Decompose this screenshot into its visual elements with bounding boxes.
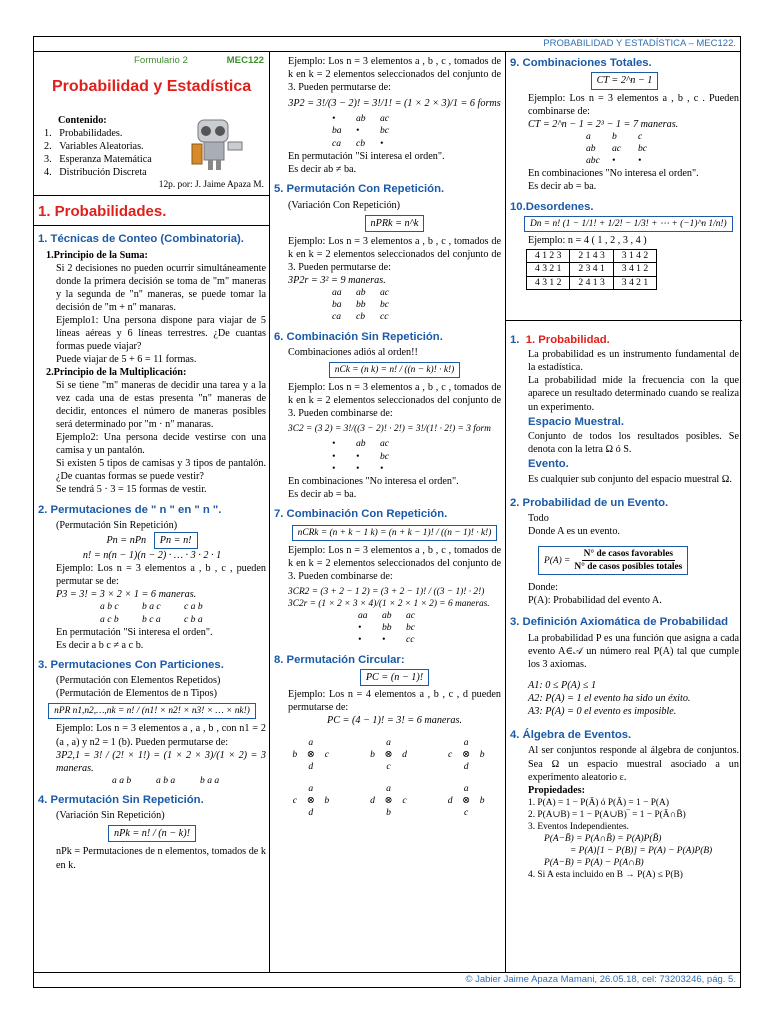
s7-formula-box: nCRk = (n + k − 1 k) = (n + k − 1)! / ((n − 1)! · k!) bbox=[292, 525, 498, 541]
s7-arrangements: aa ab ac • bb bc • • cc bbox=[358, 609, 416, 646]
s6-heading: 6. Combinación Sin Repetición. bbox=[274, 330, 443, 343]
p1-heading: 1. 1. Probabilidad. bbox=[510, 333, 610, 346]
table-row: 4 3 2 1 2 3 4 1 3 4 1 2 bbox=[527, 263, 657, 276]
circular-arrangement bbox=[350, 783, 428, 819]
circle-element: a bbox=[308, 783, 314, 795]
p2-heading: 2. Probabilidad de un Evento. bbox=[510, 496, 669, 509]
table-row: 4 1 2 3 2 1 4 3 3 1 4 2 bbox=[527, 250, 657, 263]
mult-label: 2.Principio de la Multiplicación: bbox=[46, 367, 187, 379]
circle-element: b bbox=[479, 795, 485, 807]
s6-subtitle: Combinaciones adiós al orden!! bbox=[288, 347, 418, 359]
s8-calc: PC = (4 − 1)! = 3! = 6 maneras. bbox=[326, 715, 463, 727]
property-1: 1. P(A) = 1 − P(Ā) ó P(Ā) = 1 − P(A) bbox=[528, 797, 669, 808]
column-2 bbox=[270, 52, 506, 972]
circular-arrangement bbox=[272, 737, 350, 773]
property-3c: P(A−B) = P(A) − P(A∩B) bbox=[544, 857, 644, 868]
s2-note: En permutación "Si interesa el orden". bbox=[56, 626, 213, 638]
p2-text1: Todo bbox=[528, 513, 549, 525]
circle-element: b bbox=[370, 749, 375, 761]
axiom-2: A2: P(A) = 1 el evento ha sido un éxito. bbox=[528, 692, 691, 704]
s9-calc: CT = 2^n − 1 = 2³ − 1 = 7 maneras. bbox=[528, 118, 679, 130]
circle-element: d bbox=[308, 761, 314, 773]
s4-example: Ejemplo: Los n = 3 elementos a , b , c , tomados de k en k = 2 elementos seleccionados del conjunto de 3. Pueden permutarse de: bbox=[288, 56, 501, 94]
circle-element: d bbox=[463, 761, 469, 773]
evento-heading: Evento. bbox=[528, 458, 569, 471]
example1: Ejemplo1: Una persona dispone para viajar de 5 líneas aéreas y 6 líneas terrestres. ¿De cuantas formas puede viajar? bbox=[56, 314, 266, 352]
s6-note: En combinaciones "No interesa el orden". bbox=[288, 476, 459, 488]
s9-note: En combinaciones "No interesa el orden". bbox=[528, 168, 699, 180]
course-code: MEC122 bbox=[226, 55, 264, 66]
s3-calc: 3P2,1 = 3! / (2! × 1!) = (1 × 2 × 3)/(1 × 2) = 3 maneras. bbox=[56, 749, 266, 774]
s9-arrangements: a b c ab ac bc abc • • bbox=[586, 130, 648, 167]
s6-formula-box: nCk = (n k) = n! / ((n − k)! · k!) bbox=[329, 362, 460, 378]
circular-arrangement bbox=[350, 737, 428, 773]
s3-formula-box: nPR n1,n2,…,nk = n! / (n1! × n2! × n3! × … × nk!) bbox=[48, 703, 256, 719]
p1-text1: La probabilidad es un instrumento fundamental de la estadística. bbox=[528, 349, 739, 374]
s1-heading: 1. Técnicas de Conteo (Combinatoria). bbox=[38, 233, 244, 246]
s4-calc: 3P2 = 3!/(3 − 2)! = 3!/1! = (1 × 2 × 3)/1 = 6 forms bbox=[288, 98, 501, 110]
circle-element: a bbox=[386, 737, 391, 749]
s5-formula-box: nPRk = n^k bbox=[365, 215, 425, 232]
circle-element: c bbox=[464, 807, 469, 819]
circle-element: a bbox=[308, 737, 314, 749]
property-3b: = P(A)[1 − P(B)] = P(A) − P(A)P(B) bbox=[570, 845, 713, 856]
s9-formula-box: CT = 2^n − 1 bbox=[591, 72, 659, 89]
p2-text2: Donde A es un evento. bbox=[528, 526, 620, 538]
s2-arrangements: a b c b a c c a b a c b b c a c b a bbox=[100, 601, 203, 625]
s2-factorial: n! = n(n − 1)(n − 2) · … · 3 · 2 · 1 bbox=[82, 550, 222, 562]
p3-heading: 3. Definición Axiomática de Probabilidad bbox=[510, 616, 729, 629]
circle-element: a bbox=[463, 783, 469, 795]
page-header: PROBABILIDAD Y ESTADÍSTICA – MEC122. bbox=[34, 37, 740, 52]
p1-text2: La probabilidad mide la frecuencia con la que aparece un resultado determinado cuando se realiza un experimento. bbox=[528, 375, 739, 413]
p2-donde: Donde: bbox=[528, 582, 558, 594]
doc-title: Probabilidad y Estadística bbox=[52, 78, 252, 96]
robot-illustration bbox=[184, 114, 248, 172]
p4-heading: 4. Álgebra de Eventos. bbox=[510, 729, 632, 742]
circle-element: b bbox=[292, 749, 298, 761]
s5-calc: 3P2r = 3² = 9 maneras. bbox=[288, 274, 386, 286]
circle-element: d bbox=[370, 795, 375, 807]
s2-subtitle: (Permutación Sin Repetición) bbox=[56, 519, 178, 531]
s8-example: Ejemplo: Los n = 4 elementos a , b , c , d pueden permutarse de: bbox=[288, 689, 501, 714]
s5-subtitle: (Variación Con Repetición) bbox=[288, 199, 401, 211]
section-1-heading: 1. Probabilidades. bbox=[38, 203, 167, 220]
espacio-muestral-text: Conjunto de todos los resultados posibles. Se denota con la letra Ω ó S. bbox=[528, 431, 739, 456]
circle-center-icon: ⊗ bbox=[384, 749, 393, 761]
s4-formula-box: nPk = n! / (n − k)! bbox=[108, 825, 196, 842]
circle-element: c bbox=[292, 795, 297, 807]
s3-example: Ejemplo: Los n = 3 elementos a , a , b , con n1 = 2 (a , a) y n2 = 1 (b). Pueden permutarse de: bbox=[56, 723, 266, 748]
s5-arrangements: aa ab ac ba bb bc ca cb cc bbox=[332, 286, 390, 323]
s10-formula-box: Dn = n! (1 − 1/1! + 1/2! − 1/3! + ⋯ + (−1)^n 1/n!) bbox=[524, 216, 733, 232]
s5-heading: 5. Permutación Con Repetición. bbox=[274, 183, 445, 196]
circular-arrangement bbox=[427, 783, 505, 819]
property-3: 3. Eventos Independientes. bbox=[528, 821, 630, 832]
s2-calc: P3 = 3! = 3 × 2 × 1 = 6 maneras. bbox=[56, 589, 197, 601]
circular-arrangement bbox=[272, 783, 350, 819]
author-line: 12p. por: J. Jaime Apaza M. bbox=[158, 179, 264, 190]
s6-calc: 3C2 = (3 2) = 3!/((3 − 2)! · 2!) = 3!/(1! · 2!) = 3 form bbox=[288, 424, 491, 435]
circle-element: d bbox=[308, 807, 314, 819]
circle-center-icon: ⊗ bbox=[462, 749, 471, 761]
circle-element: b bbox=[324, 795, 330, 807]
circle-element: c bbox=[324, 749, 329, 761]
circular-arrangement bbox=[427, 737, 505, 773]
s9-example: Ejemplo: Los n = 3 elementos a , b , c . Pueden combinarse de: bbox=[528, 92, 739, 117]
espacio-muestral-heading: Espacio Muestral. bbox=[528, 415, 625, 428]
evento-text: Es cualquier sub conjunto del espacio muestral Ω. bbox=[528, 473, 732, 485]
contents-label: Contenido: bbox=[58, 114, 107, 126]
p4-text: Al ser conjuntos responde al álgebra de conjuntos. Sea Ω un espacio muestral asociado a un experimento aleatorio ε. bbox=[528, 745, 739, 783]
property-3a: P(A−B̄) = P(A∩B̄) = P(A)P(B̄) bbox=[544, 833, 662, 844]
page-footer: © Jabier Jaime Apaza Mamani, 26.05.18, cel: 73203246, pág. 5. bbox=[34, 972, 740, 987]
circle-element: a bbox=[386, 783, 391, 795]
example2-answer: Se tendrá 5 · 3 = 15 formas de vestir. bbox=[56, 484, 207, 496]
property-2: 2. P(A∪B) = 1 − P(A∪B)‾ = 1 − P(Ā∩B̄) bbox=[528, 809, 686, 820]
circular-arrangements bbox=[272, 737, 505, 819]
s7-example: Ejemplo: Los n = 3 elementos a , b , c , tomados de k en k = 2 elementos seleccionados del conjunto de 3. Pueden combinarse de: bbox=[288, 544, 501, 582]
p2-formula-box: P(A) = N° de casos favorables N° de casos posibles totales bbox=[538, 546, 688, 575]
suma-label: 1.Principio de la Suma: bbox=[46, 249, 148, 261]
contents-list: 1. Probabilidades. 2. Variables Aleatorias. 3. Esperanza Matemática 4. Distribución Discreta bbox=[44, 127, 152, 178]
axiom-3: A3: P(A) = 0 el evento es imposible. bbox=[528, 705, 677, 717]
circle-center-icon: ⊗ bbox=[306, 749, 315, 761]
circle-center-icon: ⊗ bbox=[384, 795, 393, 807]
s7-calc2: 3C2r = (1 × 2 × 3 × 4)/(1 × 2 × 1 × 2) = 6 maneras. bbox=[288, 598, 490, 609]
table-row: 4 3 1 2 2 4 1 3 3 4 2 1 bbox=[527, 276, 657, 289]
s10-example: Ejemplo: n = 4 ( 1 , 2 , 3 , 4 ) bbox=[528, 235, 647, 247]
s9-heading: 9. Combinaciones Totales. bbox=[510, 57, 652, 69]
derangements-table bbox=[526, 249, 657, 290]
s2-example: Ejemplo: Los n = 3 elementos a , b , c , pueden permutar se de: bbox=[56, 563, 266, 588]
page-frame bbox=[33, 36, 741, 988]
s5-example: Ejemplo: Los n = 3 elementos a , b , c , tomados de k en k = 2 elementos seleccionados del conjunto de 3. Pueden permutarse de: bbox=[288, 235, 501, 273]
s6-arrangements: • ab ac • • bc • • • bbox=[332, 438, 390, 474]
p2-definition: P(A): Probabilidad del evento A. bbox=[528, 595, 662, 607]
s3-subtitle1: (Permutación con Elementos Repetidos) bbox=[56, 675, 221, 687]
suma-text: Si 2 decisiones no pueden ocurrir simultáneamente donde la primera decisión se toma de "m" maneras y la segunda de "n" maneras, se puede tomar la decisión de "m + n" manaras. bbox=[56, 262, 266, 313]
mult-text: Si se tiene "m" maneras de decidir una tarea y a la vez cada una de estas presenta "n" maneras de decidir, entonces el número de maneras posibles será determinado por "m · n" manaras. bbox=[56, 380, 266, 431]
axiom-1: A1: 0 ≤ P(A) ≤ 1 bbox=[528, 679, 597, 691]
s4-note2: Es decir ab ≠ ba. bbox=[288, 164, 357, 176]
s6-example: Ejemplo: Los n = 3 elementos a , b , c , tomados de k en k = 2 elementos seleccionados del conjunto de 3. Pueden combinarse de: bbox=[288, 382, 501, 420]
example1-answer: Puede viajar de 5 + 6 = 11 formas. bbox=[56, 354, 197, 366]
circle-element: c bbox=[386, 761, 391, 773]
s3-subtitle2: (Permutación de Elementos de n Tipos) bbox=[56, 688, 217, 700]
circle-element: d bbox=[402, 749, 407, 761]
s3-heading: 3. Permutaciones Con Particiones. bbox=[38, 658, 224, 671]
formulario-label: Formulario 2 bbox=[134, 55, 188, 66]
s3-arrangements: a a b a b a b a a bbox=[112, 774, 220, 786]
contents-block bbox=[38, 114, 266, 179]
s4-text: nPk = Permutaciones de n elementos, tomados de k en k. bbox=[56, 846, 266, 871]
s4-heading: 4. Permutación Sin Repetición. bbox=[38, 793, 204, 806]
circle-element: c bbox=[402, 795, 407, 807]
circle-center-icon: ⊗ bbox=[306, 795, 315, 807]
circle-element: d bbox=[447, 795, 453, 807]
s2-formulas: Pn = nPn Pn = n! bbox=[38, 532, 266, 549]
example2: Ejemplo2: Una persona decide vestirse con una camisa y un pantalón. bbox=[56, 432, 266, 457]
s9-note2: Es decir ab = ba. bbox=[528, 181, 597, 193]
circle-element: c bbox=[448, 749, 453, 761]
s7-heading: 7. Combinación Con Repetición. bbox=[274, 508, 448, 521]
circle-element: a bbox=[463, 737, 469, 749]
s2-heading: 2. Permutaciones de " n " en " n ". bbox=[38, 503, 222, 516]
s6-note2: Es decir ab = ba. bbox=[288, 489, 357, 501]
circle-center-icon: ⊗ bbox=[462, 795, 471, 807]
properties-label: Propiedades: bbox=[528, 784, 585, 796]
s8-heading: 8. Permutación Circular: bbox=[274, 653, 405, 666]
p3-text: La probabilidad P es una función que asigna a cada evento A∈𝒜 un número real P(A) tal que cumple los 3 axiomas. bbox=[528, 632, 739, 670]
circle-element: b bbox=[386, 807, 391, 819]
column-3 bbox=[506, 52, 742, 972]
s7-calc1: 3CR2 = (3 + 2 − 1 2) = (3 + 2 − 1)! / ((3 − 1)! · 2!) bbox=[288, 586, 485, 597]
s4-arrangements: • ab ac ba • bc ca cb • bbox=[332, 113, 390, 149]
property-4: 4. Si A esta incluido en B → P(A) ≤ P(B) bbox=[528, 869, 683, 880]
s4-note: En permutación "Si interesa el orden". bbox=[288, 150, 445, 162]
circle-element: b bbox=[479, 749, 485, 761]
s2-note2: Es decir a b c ≠ a c b. bbox=[56, 639, 144, 651]
s10-heading: 10.Desordenes. bbox=[510, 200, 594, 213]
s4-subtitle: (Variación Sin Repetición) bbox=[56, 810, 165, 822]
s8-formula-box: PC = (n − 1)! bbox=[360, 669, 429, 686]
column-1 bbox=[34, 52, 270, 972]
example2b: Si existen 5 tipos de camisas y 3 tipos de pantalón. ¿De cuantas formas se puede vestir? bbox=[56, 458, 266, 483]
